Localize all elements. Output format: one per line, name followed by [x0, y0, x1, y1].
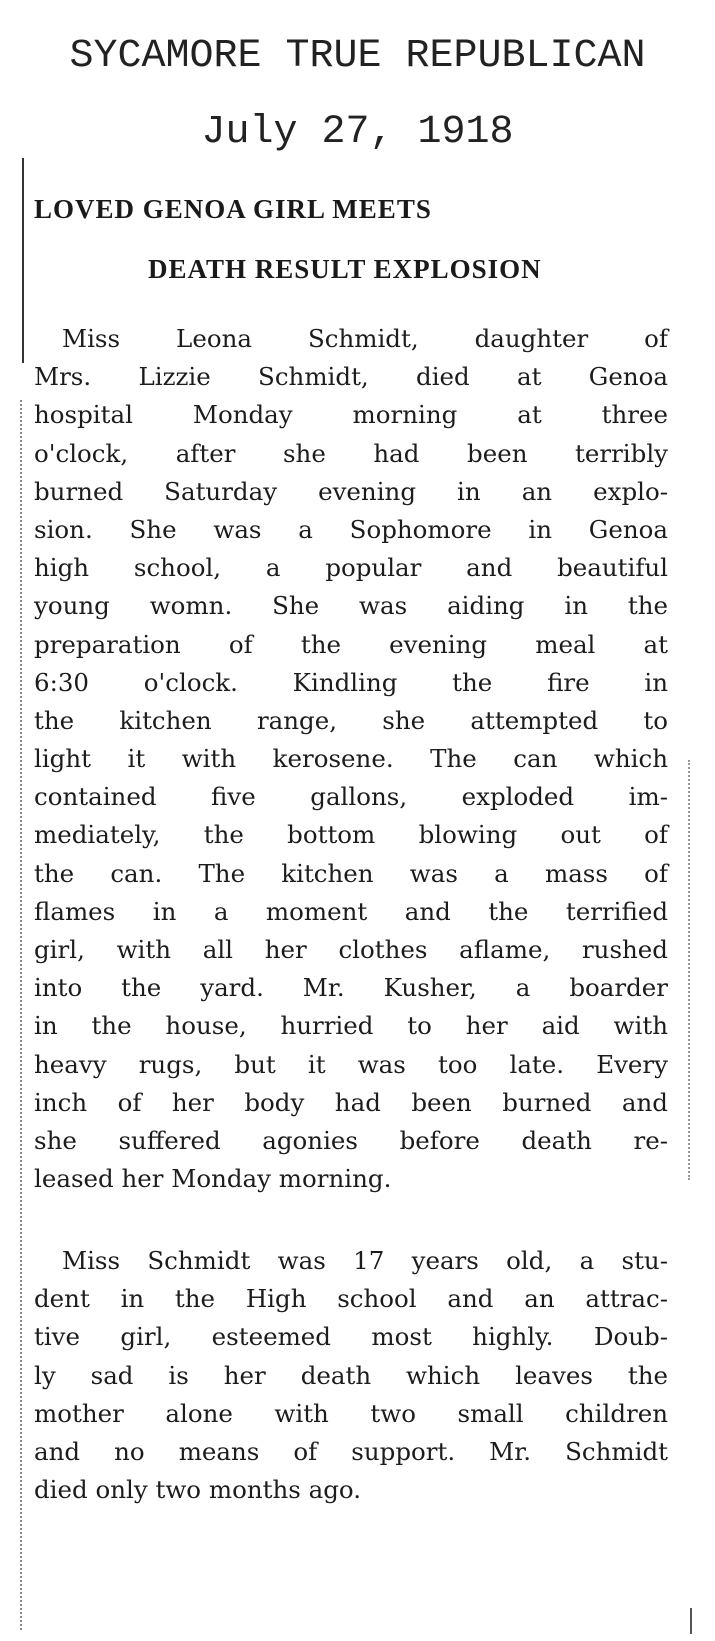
text-line: girl, with all her clothes aflame, rushed [34, 935, 668, 964]
text-line: 6:30 o'clock. Kindling the fire in [34, 667, 668, 697]
newspaper-name: SYCAMORE TRUE REPUBLICAN [69, 34, 646, 79]
text-line: flames in a moment and the terrified [34, 896, 668, 926]
text-line: preparation of the evening meal at [34, 629, 668, 659]
column-rule-left-faint [20, 400, 22, 1630]
text-line: she suffered agonies before death re- [34, 1125, 668, 1155]
text-line: light it with kerosene. The can which [34, 744, 668, 774]
headline-line-1: LOVED GENOA GIRL MEETS [34, 194, 432, 224]
text-line: Miss Schmidt was 17 years old, a stu- [62, 1246, 668, 1275]
column-rule-right [690, 1608, 692, 1634]
text-line: burned Saturday evening in an explo- [34, 476, 668, 506]
publication-date: July 27, 1918 [201, 110, 514, 155]
text-line: ly sad is her death which leaves the [34, 1360, 668, 1390]
text-line: o'clock, after she had been terribly [34, 438, 668, 468]
text-line: hospital Monday morning at three [34, 400, 668, 430]
text-line: Miss Leona Schmidt, daughter of [62, 324, 668, 353]
text-line: dent in the High school and an attrac- [34, 1284, 668, 1314]
text-line: high school, a popular and beautiful [34, 553, 668, 583]
text-line: the kitchen range, she attempted to [34, 705, 668, 735]
text-line: the can. The kitchen was a mass of [34, 858, 668, 888]
text-line: into the yard. Mr. Kusher, a boarder [34, 973, 668, 1003]
text-line: sion. She was a Sophomore in Genoa [34, 514, 668, 544]
column-rule-right-faint [688, 760, 690, 1180]
text-line: and no means of support. Mr. Schmidt [34, 1436, 668, 1466]
article-paragraph-1 [34, 320, 668, 1198]
text-line: inch of her body had been burned and [34, 1087, 668, 1117]
text-line: heavy rugs, but it was too late. Every [34, 1049, 668, 1079]
text-line: young womn. She was aiding in the [34, 591, 668, 621]
text-line: mediately, the bottom blowing out of [34, 820, 668, 850]
text-line: died only two months ago. [34, 1475, 361, 1505]
text-line: contained five gallons, exploded im- [34, 782, 668, 812]
text-line: mother alone with two small children [34, 1398, 668, 1428]
text-line: leased her Monday morning. [34, 1164, 392, 1194]
text-line: tive girl, esteemed most highly. Doub- [34, 1322, 668, 1352]
column-rule-left [22, 158, 24, 363]
headline-line-2: DEATH RESULT EXPLOSION [148, 254, 542, 284]
text-line: Mrs. Lizzie Schmidt, died at Genoa [34, 362, 668, 392]
article-paragraph-2 [34, 1242, 668, 1509]
text-line: in the house, hurried to her aid with [34, 1011, 668, 1041]
